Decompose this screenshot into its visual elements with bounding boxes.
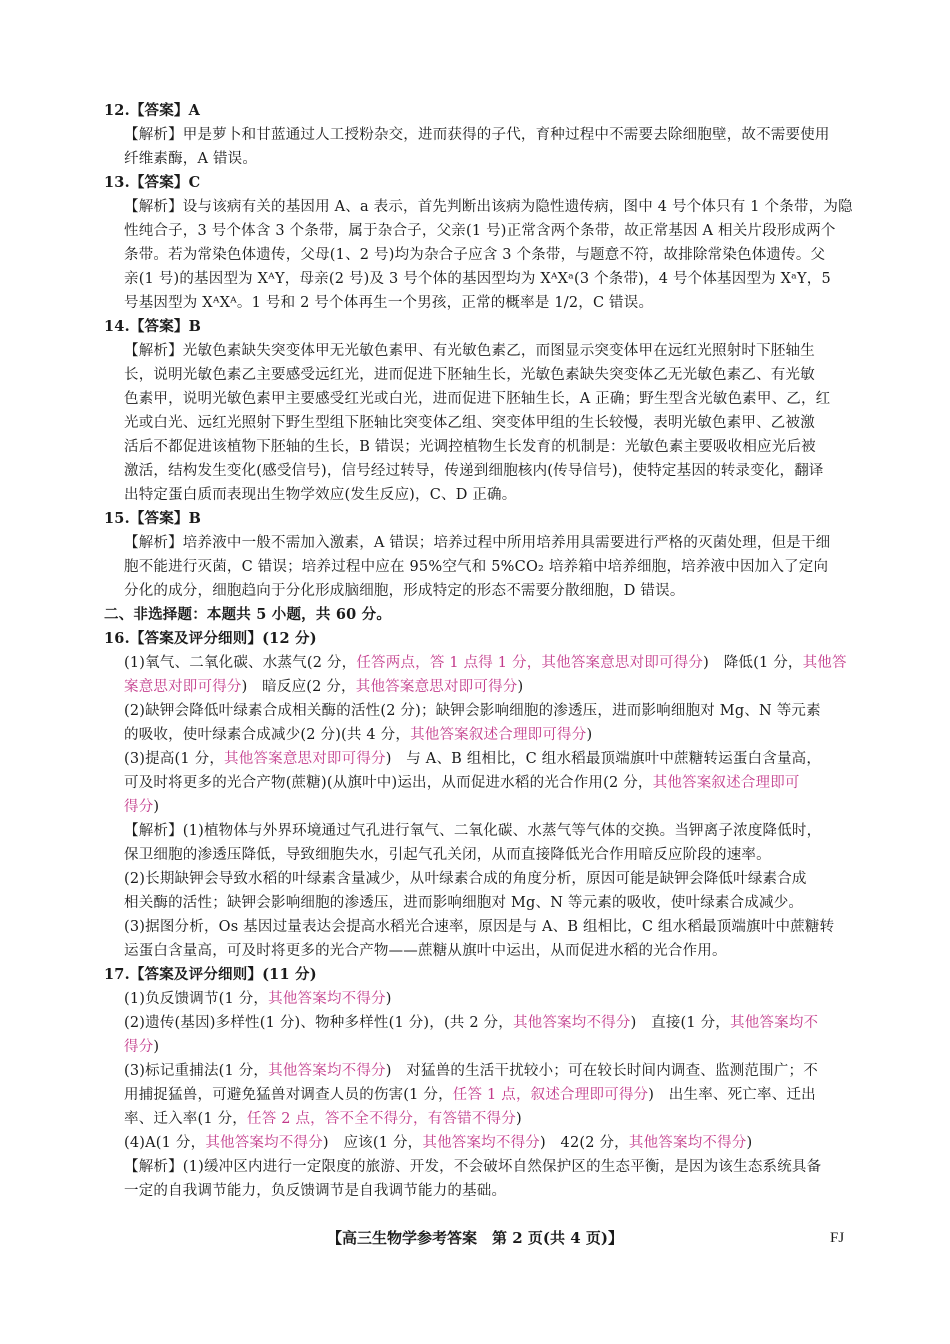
scoring-note: 得分 <box>124 799 154 815</box>
q17-answer-line <box>124 1083 816 1107</box>
text-span: ) <box>385 991 392 1007</box>
scoring-note: 任答 2 点，答不全不得分，有答错不得分 <box>247 1111 516 1127</box>
q14-analysis-line: 【解析】光敏色素缺失突变体甲无光敏色素甲、有光敏色素乙，而图显示突变体甲在远红光照射时下胚轴生 <box>124 343 815 359</box>
text-span: ) <box>515 1111 522 1127</box>
q14-analysis-line: 色素甲，说明光敏色素甲主要感受红光或白光，进而促进下胚轴生长，A 正确；野生型含光敏色素甲、乙，红 <box>124 391 831 407</box>
q17-answer-line <box>124 1035 159 1059</box>
scoring-note: 其他答案均不 <box>730 1015 819 1031</box>
q13-analysis-line: 亲(1 号)的基因型为 XᴬY，母亲(2 号)及 3 号个体的基因型均为 XᴬXᵃ(3 个条带)，4 号个体基因型为 XᵃY，5 <box>124 271 831 287</box>
q13-answer: 13.【答案】C <box>104 174 201 191</box>
text-span: ) 直接(1 分， <box>630 1015 731 1031</box>
scoring-note: 其他答案均不得分 <box>512 1015 631 1031</box>
q14-analysis-line: 光或白光、远红光照射下野生型组下胚轴比突变体乙组、突变体甲组的生长较慢，表明光敏色素甲、乙被激 <box>124 415 815 431</box>
q17-answer-line <box>124 987 392 1011</box>
scoring-note: 其他答案均不得分 <box>422 1135 540 1151</box>
scoring-note: 其他答案叙述合理即可得分 <box>410 727 587 743</box>
q16-analysis-line: (2)长期缺钾会导致水稻的叶绿素含量减少，从叶绿素合成的角度分析，原因可能是缺钾会降低叶绿素合成 <box>124 871 807 887</box>
page-footer <box>0 1226 950 1250</box>
text-span: ) <box>746 1135 753 1151</box>
footer-title: 【高三生物学参考答案 第 2 页(共 4 页)】 <box>327 1229 623 1247</box>
text-span: ) 降低(1 分， <box>703 655 803 671</box>
scoring-note: 其他答 <box>802 655 847 671</box>
text-span: (1)负反馈调节(1 分， <box>124 991 269 1007</box>
q15-analysis-line: 胞不能进行灭菌，C 错误；培养过程中应在 95%空气和 5%CO₂ 培养箱中培养细胞，培养液中因加入了定向 <box>124 559 829 575</box>
q17-answer-line <box>124 1107 522 1131</box>
q16-answer-line <box>124 771 800 795</box>
q16-answer-line <box>124 675 523 699</box>
q16-answer-line <box>124 795 159 819</box>
q16-analysis-line: 运蛋白含量高，可及时将更多的光合产物——蔗糖从旗叶中运出，从而促进水稻的光合作用。 <box>124 943 727 959</box>
text-span: (3)提高(1 分， <box>124 751 225 767</box>
q13-analysis-line: 号基因型为 XᴬXᴬ。1 号和 2 号个体再生一个男孩，正常的概率是 1/2，C 错误。 <box>124 295 654 311</box>
q17-answer-line <box>124 1059 818 1083</box>
q17-analysis-line: 一定的自我调节能力，负反馈调节是自我调节能力的基础。 <box>124 1183 507 1199</box>
text-span: (1)氧气、二氧化碳、水蒸气(2 分， <box>124 655 357 671</box>
q16-analysis-line: 相关酶的活性；缺钾会影响细胞的渗透压，进而影响细胞对 Mg、N 等元素的吸收，使叶绿素合成减少。 <box>124 895 804 911</box>
q16-answer-line <box>124 723 592 747</box>
scoring-note: 得分 <box>124 1039 154 1055</box>
text-span: ) <box>153 1039 160 1055</box>
scoring-note: 其他答案意思对即可得分 <box>355 679 518 695</box>
scoring-note: 其他答案均不得分 <box>268 991 386 1007</box>
text-span: ) <box>517 679 524 695</box>
scoring-note: 其他答案均不得分 <box>628 1135 747 1151</box>
scoring-note: 其他答案均不得分 <box>268 1063 386 1079</box>
scoring-note: 案意思对即可得分 <box>124 679 242 695</box>
q16-answer: 16.【答案及评分细则】(12 分) <box>104 630 317 647</box>
text-span: ) 对猛兽的生活干扰较小；可在较长时间内调查、监测范围广；不 <box>385 1063 818 1079</box>
q15-analysis-line: 分化的成分，细胞趋向于分化形成脑细胞，形成特定的形态不需要分散细胞，D 错误。 <box>124 583 685 599</box>
q17-answer: 17.【答案及评分细则】(11 分) <box>104 966 317 983</box>
q16-analysis-line: (3)据图分析，Os 基因过量表达会提高水稻光合速率，原因是与 A、B 组相比，C 组水稻最顶端旗叶中蔗糖转 <box>124 919 835 935</box>
section-heading: 二、非选择题：本题共 5 小题，共 60 分。 <box>104 606 392 623</box>
q13-analysis-line: 【解析】设与该病有关的基因用 A、a 表示，首先判断出该病为隐性遗传病，图中 4 号个体只有 1 个条带，为隐 <box>124 199 853 215</box>
text-span: ) 暗反应(2 分， <box>241 679 356 695</box>
text-span: ) <box>586 727 593 743</box>
text-span: (2)遗传(基因)多样性(1 分)、物种多样性(1 分)，(共 2 分， <box>124 1015 513 1031</box>
text-span: 可及时将更多的光合产物(蔗糖)(从旗叶中)运出，从而促进水稻的光合作用(2 分， <box>124 775 653 791</box>
text-span: (4)A(1 分， <box>124 1135 206 1151</box>
text-span: 用捕捉猛兽，可避免猛兽对调查人员的伤害(1 分， <box>124 1087 453 1103</box>
text-span: 的吸收，使叶绿素合成减少(2 分)(共 4 分， <box>124 727 411 743</box>
q12-analysis-line: 纤维素酶，A 错误。 <box>124 151 258 167</box>
q16-analysis-line: 【解析】(1)植物体与外界环境通过气孔进行氧气、二氧化碳、水蒸气等气体的交换。当钾离子浓度降低时， <box>124 823 822 839</box>
q14-analysis-line: 出特定蛋白质而表现出生物学效应(发生反应)，C、D 正确。 <box>124 487 517 503</box>
scoring-note: 任答两点，答 1 点得 1 分，其他答案意思对即可得分 <box>356 655 704 671</box>
q17-answer-line <box>124 1011 818 1035</box>
footer-code: FJ <box>830 1230 845 1246</box>
q14-analysis-line: 活后不都促进该植物下胚轴的生长，B 错误；光调控植物生长发育的机制是：光敏色素主要吸收相应光后被 <box>124 439 816 455</box>
q15-analysis-line: 【解析】培养液中一般不需加入激素，A 错误；培养过程中所用培养用具需要进行严格的灭菌处理，但是干细 <box>124 535 831 551</box>
scoring-note: 其他答案意思对即可得分 <box>224 751 386 767</box>
text-span: ) 出生率、死亡率、迁出 <box>648 1087 816 1103</box>
q16-analysis-line: 保卫细胞的渗透压降低，导致细胞失水，引起气孔关闭，从而直接降低光合作用暗反应阶段的速率。 <box>124 847 771 863</box>
text-span: ) 42(2 分， <box>539 1135 629 1151</box>
q13-analysis-line: 条带。若为常染色体遗传，父母(1、2 号)均为杂合子应含 3 个条带，与题意不符，故排除常染色体遗传。父 <box>124 247 826 263</box>
q16-answer-line <box>124 747 821 771</box>
text-span: ) <box>153 799 160 815</box>
q13-analysis-line: 性纯合子，3 号个体含 3 个条带，属于杂合子，父亲(1 号)正常含两个条带，故正常基因 A 相关片段形成两个 <box>124 223 836 239</box>
q17-analysis-line: 【解析】(1)缓冲区内进行一定限度的旅游、开发，不会破坏自然保护区的生态平衡，是因为该生态系统具备 <box>124 1159 822 1175</box>
q16-answer-line <box>124 651 847 675</box>
q12-analysis-line: 【解析】甲是萝卜和甘蓝通过人工授粉杂交，进而获得的子代，育种过程中不需要去除细胞壁，故不需要使用 <box>124 127 830 143</box>
text-span: 率、迁入率(1 分， <box>124 1111 247 1127</box>
q15-answer: 15.【答案】B <box>104 510 202 527</box>
text-span: ) 应该(1 分， <box>322 1135 423 1151</box>
scoring-note: 其他答案均不得分 <box>205 1135 323 1151</box>
scoring-note: 任答 1 点，叙述合理即可得分 <box>452 1087 649 1103</box>
scoring-note: 其他答案叙述合理即可 <box>652 775 800 791</box>
q12-answer: 12.【答案】A <box>104 102 201 119</box>
text-span: ) 与 A、B 组相比，C 组水稻最顶端旗叶中蔗糖转运蛋白含量高， <box>385 751 822 767</box>
q16-answer-line: (2)缺钾会降低叶绿素合成相关酶的活性(2 分)；缺钾会影响细胞的渗透压，进而影响细胞对 Mg、N 等元素 <box>124 703 821 719</box>
q14-analysis-line: 激活，结构发生变化(感受信号)，信号经过转导，传递到细胞核内(传导信号)，使特定基因的转录变化，翻译 <box>124 463 824 479</box>
q14-answer: 14.【答案】B <box>104 318 202 335</box>
text-span: (3)标记重捕法(1 分， <box>124 1063 269 1079</box>
q14-analysis-line: 长，说明光敏色素乙主要感受远红光，进而促进下胚轴生长，光敏色素缺失突变体乙无光敏色素乙、有光敏 <box>124 367 815 383</box>
q17-answer-line <box>124 1131 752 1155</box>
